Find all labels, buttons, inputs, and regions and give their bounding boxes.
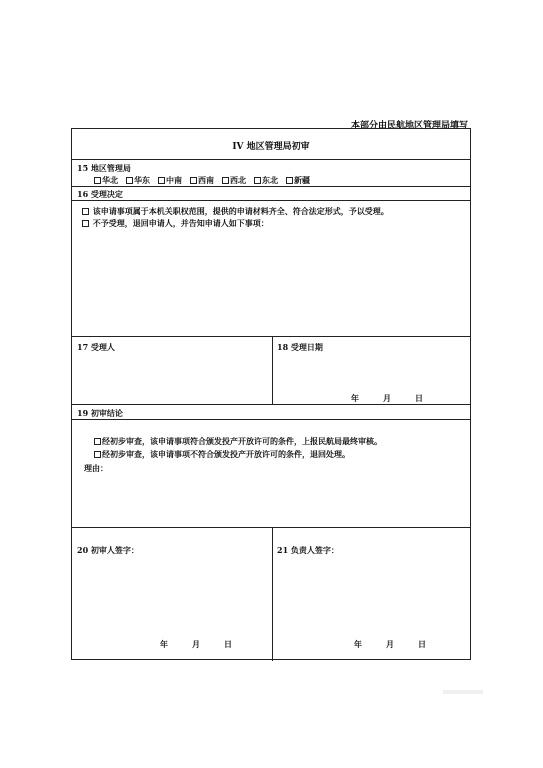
region-option-dongbei[interactable]: 东北 bbox=[254, 175, 278, 186]
section-19 bbox=[72, 405, 470, 528]
reviewer-date: 年 月 日 bbox=[160, 639, 232, 649]
checkbox-icon[interactable] bbox=[94, 177, 101, 184]
section-21-label: 21 负责人签字： bbox=[277, 545, 339, 555]
region-option-xibei[interactable]: 西北 bbox=[222, 175, 246, 186]
reject-option[interactable]: 不予受理，退回申请人，并告知申请人如下事项： bbox=[82, 218, 269, 229]
form-title: IV 地区管理局初审 bbox=[232, 142, 310, 152]
accept-option[interactable]: 该申请事项属于本机关职权范围，提供的申请材料齐全、符合法定形式，予以受理。 bbox=[82, 206, 389, 217]
manager-date: 年 月 日 bbox=[354, 639, 426, 649]
section-17-label: 17 受理人 bbox=[77, 342, 115, 352]
section-18-label: 18 受理日期 bbox=[277, 342, 323, 352]
region-option-xinan[interactable]: 西南 bbox=[190, 175, 214, 186]
section-16-label: 16 受理决定 bbox=[77, 189, 123, 199]
checkbox-icon[interactable] bbox=[94, 438, 101, 445]
form-section-note: 本部分由民航地区管理局填写 bbox=[350, 121, 468, 131]
checkbox-icon[interactable] bbox=[82, 220, 89, 227]
checkbox-icon[interactable] bbox=[126, 177, 133, 184]
fail-option[interactable]: 经初步审查，该申请事项不符合颁发投产开放许可的条件，退回处理。 bbox=[94, 449, 350, 460]
reason-label: 理由： bbox=[84, 463, 108, 473]
checkbox-icon[interactable] bbox=[254, 177, 261, 184]
region-option-huadong[interactable]: 华东 bbox=[126, 175, 150, 186]
pass-option[interactable]: 经初步审查，该申请事项符合颁发投产开放许可的条件，上报民航局最终审核。 bbox=[94, 436, 382, 447]
checkbox-icon[interactable] bbox=[222, 177, 229, 184]
checkbox-icon[interactable] bbox=[82, 208, 89, 215]
form-title-row bbox=[72, 129, 470, 160]
column-divider bbox=[272, 528, 273, 661]
section-17-18 bbox=[72, 337, 470, 405]
faint-mark bbox=[443, 690, 483, 694]
checkbox-icon[interactable] bbox=[190, 177, 197, 184]
checkbox-icon[interactable] bbox=[158, 177, 165, 184]
checkbox-icon[interactable] bbox=[94, 451, 101, 458]
section-19-label: 19 初审结论 bbox=[77, 408, 123, 418]
region-options bbox=[94, 175, 310, 186]
section-20-21 bbox=[72, 528, 470, 661]
section-20-label: 20 初审人签字： bbox=[77, 545, 139, 555]
section-15-label: 15 地区管理局 bbox=[77, 163, 131, 173]
region-option-huabei[interactable]: 华北 bbox=[94, 175, 118, 186]
review-form bbox=[71, 128, 471, 660]
region-option-xinjiang[interactable]: 新疆 bbox=[286, 175, 310, 186]
column-divider bbox=[272, 337, 273, 405]
accept-date: 年 月 日 bbox=[351, 393, 423, 403]
checkbox-icon[interactable] bbox=[286, 177, 293, 184]
section-16 bbox=[72, 187, 470, 337]
region-option-zhongnan[interactable]: 中南 bbox=[158, 175, 182, 186]
